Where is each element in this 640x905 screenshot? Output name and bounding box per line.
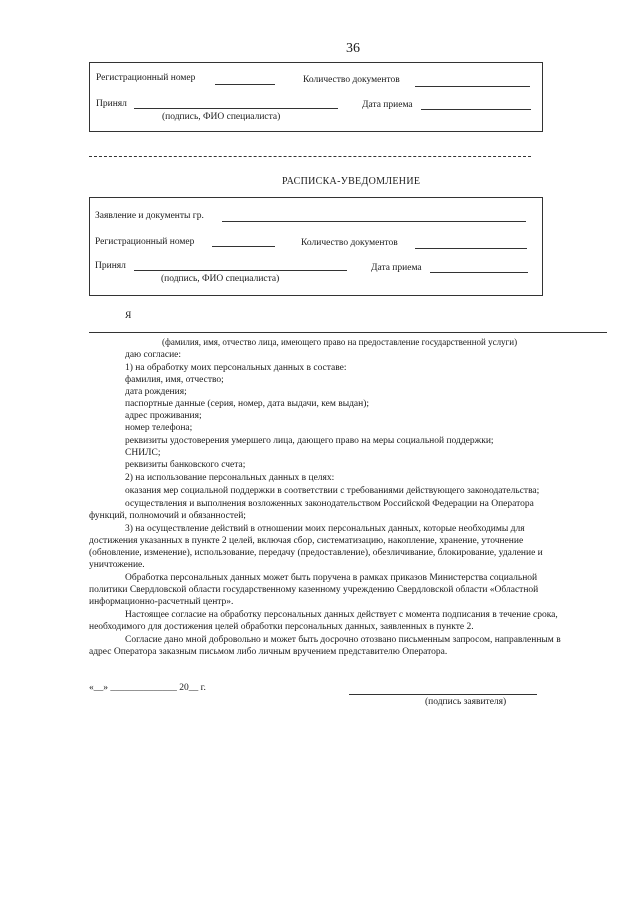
consent-line: адрес Оператора заказным письмом либо личным вручением представителю Оператора. bbox=[89, 647, 448, 657]
top-doc-count-label: Количество документов bbox=[303, 75, 400, 85]
consent-line: дата рождения; bbox=[125, 387, 187, 397]
footer-date-field[interactable]: «__» ______________ 20__ г. bbox=[89, 683, 206, 693]
consent-line: политики Свердловской области государственному казенному учреждению Свердловской области «Областной bbox=[89, 585, 539, 595]
receipt-accepted-label: Принял bbox=[95, 261, 126, 271]
consent-line: Обработка персональных данных может быть поручена в рамках приказов Министерства социальной bbox=[125, 573, 538, 583]
consent-line: адрес проживания; bbox=[125, 411, 202, 421]
top-signature-caption: (подпись, ФИО специалиста) bbox=[162, 112, 281, 122]
top-accepted-label: Принял bbox=[96, 99, 127, 109]
top-date-field[interactable] bbox=[421, 109, 531, 110]
consent-line: информационно-расчетный центр». bbox=[89, 597, 234, 607]
consent-line: осуществления и выполнения возложенных законодательством Российской Федерации на Оператора bbox=[125, 499, 534, 509]
consent-name-caption: (фамилия, имя, отчество лица, имеющего право на предоставление государственной услуги) bbox=[162, 337, 518, 347]
consent-line: необходимого для достижения целей обработки персональных данных, заявленных в пункте 2. bbox=[89, 622, 474, 632]
consent-line: 1) на обработку моих персональных данных в составе: bbox=[125, 363, 347, 373]
consent-line: паспортные данные (серия, номер, дата выдачи, кем выдан); bbox=[125, 399, 370, 409]
consent-line: (обновление, изменение), использование, передачу (предоставление), обезличивание, блокирование, удаление и bbox=[89, 548, 543, 558]
receipt-applicant-field[interactable] bbox=[222, 221, 526, 222]
consent-i-label: Я bbox=[125, 311, 132, 321]
consent-line: оказания мер социальной поддержки в соответствии с требованиями действующего законодательства; bbox=[125, 486, 540, 496]
consent-line: Согласие дано мной добровольно и может быть досрочно отозвано письменным запросом, направленным в bbox=[125, 635, 561, 645]
consent-line: реквизиты банковского счета; bbox=[125, 460, 246, 470]
receipt-reg-number-label: Регистрационный номер bbox=[95, 237, 195, 247]
consent-line: реквизиты удостоверения умершего лица, дающего право на меры социальной поддержки; bbox=[125, 436, 494, 446]
consent-line: номер телефона; bbox=[125, 423, 193, 433]
page-number: 36 bbox=[346, 41, 360, 56]
receipt-doc-count-field[interactable] bbox=[415, 248, 527, 249]
consent-name-field[interactable] bbox=[89, 332, 607, 333]
top-reg-number-field[interactable] bbox=[215, 84, 275, 85]
consent-line: достижения указанных в пункте 2 целей, включая сбор, систематизацию, накопление, хранение, уточнение bbox=[89, 536, 524, 546]
receipt-application-label: Заявление и документы гр. bbox=[95, 211, 204, 221]
top-doc-count-field[interactable] bbox=[415, 86, 530, 87]
cut-line bbox=[89, 156, 531, 157]
receipt-date-label: Дата приема bbox=[371, 263, 422, 273]
applicant-signature-field[interactable] bbox=[349, 694, 537, 695]
applicant-signature-caption: (подпись заявителя) bbox=[425, 697, 507, 707]
top-date-label: Дата приема bbox=[362, 100, 413, 110]
consent-line: фамилия, имя, отчество; bbox=[125, 375, 224, 385]
consent-line: уничтожение. bbox=[89, 560, 145, 570]
receipt-signature-caption: (подпись, ФИО специалиста) bbox=[161, 274, 280, 284]
receipt-date-field[interactable] bbox=[430, 272, 528, 273]
top-accepted-field[interactable] bbox=[134, 108, 338, 109]
receipt-reg-number-field[interactable] bbox=[212, 246, 275, 247]
consent-line: функций, полномочий и обязанностей; bbox=[89, 511, 246, 521]
consent-line: Настоящее согласие на обработку персональных данных действует с момента подписания в течение срока, bbox=[125, 610, 558, 620]
consent-line: 2) на использование персональных данных в целях: bbox=[125, 473, 335, 483]
receipt-title: РАСПИСКА-УВЕДОМЛЕНИЕ bbox=[282, 176, 421, 187]
consent-line: 3) на осуществление действий в отношении моих персональных данных, которые необходимы для bbox=[125, 524, 525, 534]
receipt-accepted-field[interactable] bbox=[134, 270, 347, 271]
consent-line: СНИЛС; bbox=[125, 448, 161, 458]
top-reg-number-label: Регистрационный номер bbox=[96, 73, 196, 83]
receipt-doc-count-label: Количество документов bbox=[301, 238, 398, 248]
consent-line: даю согласие: bbox=[125, 350, 182, 360]
